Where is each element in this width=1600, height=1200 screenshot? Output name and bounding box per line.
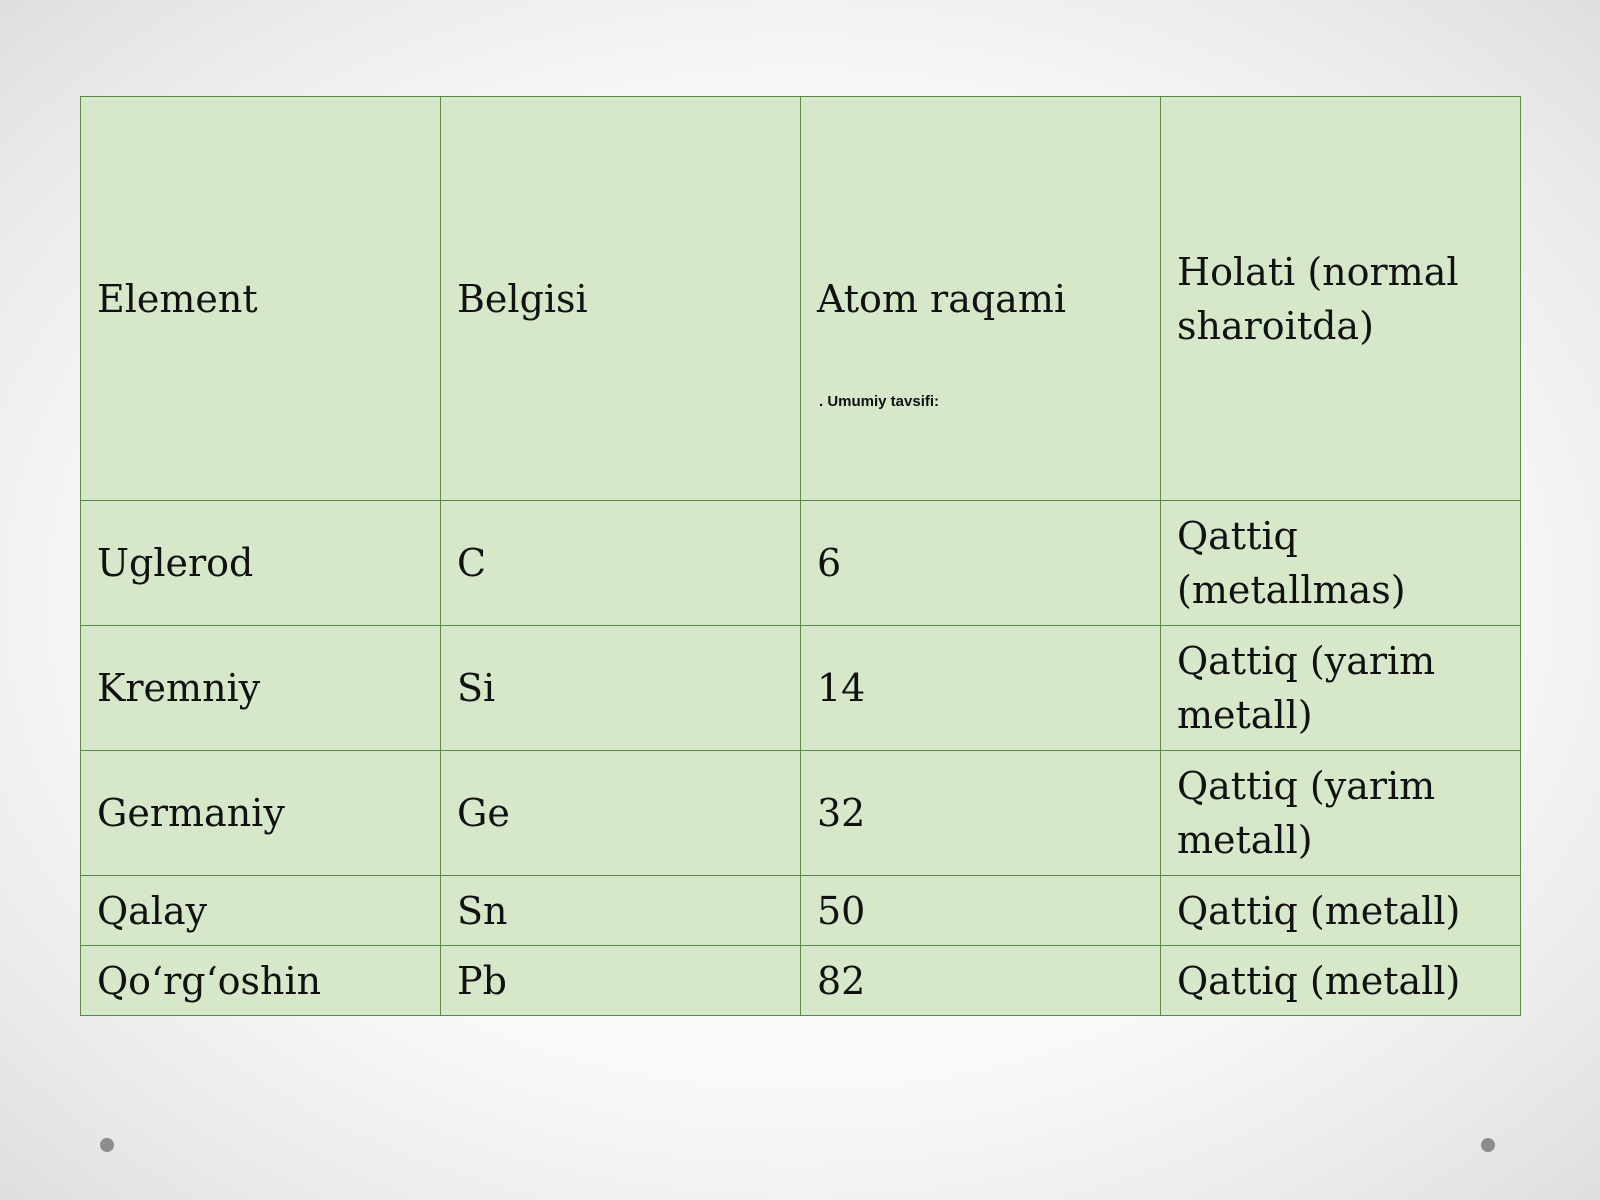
header-cell-state [1161,97,1521,501]
slide-dot-left [100,1138,114,1152]
header-state: Holati (normal sharoitda) [1177,249,1459,348]
cell-state: Qattiq (yarim metall) [1161,626,1521,751]
cell-state: Qattiq (metall) [1161,946,1521,1016]
cell-symbol: Pb [441,946,801,1016]
table-row [81,751,1521,876]
cell-atomic-number: 50 [801,876,1161,946]
cell-atomic-number: 6 [801,501,1161,626]
cell-element: Qo‘rg‘oshin [81,946,441,1016]
header-atomic-number: Atom raqami [817,276,1067,321]
cell-element: Uglerod [81,501,441,626]
cell-symbol: Ge [441,751,801,876]
header-cell-symbol [441,97,801,501]
header-symbol: Belgisi [457,276,588,321]
cell-symbol: Si [441,626,801,751]
cell-element: Qalay [81,876,441,946]
general-description-note: . Umumiy tavsifi: [819,393,940,410]
cell-atomic-number: 32 [801,751,1161,876]
cell-state: Qattiq (metall) [1161,876,1521,946]
header-element: Element [97,276,258,321]
cell-element: Kremniy [81,626,441,751]
table-row [81,946,1521,1016]
elements-table [80,96,1521,1016]
cell-state: Qattiq (metallmas) [1161,501,1521,626]
table-row [81,501,1521,626]
header-cell-element [81,97,441,501]
cell-element: Germaniy [81,751,441,876]
slide-dot-right [1481,1138,1495,1152]
header-cell-atomic-number [801,97,1161,501]
cell-atomic-number: 14 [801,626,1161,751]
cell-symbol: C [441,501,801,626]
cell-symbol: Sn [441,876,801,946]
cell-state: Qattiq (yarim metall) [1161,751,1521,876]
table-row [81,876,1521,946]
table-header-row [81,97,1521,501]
cell-atomic-number: 82 [801,946,1161,1016]
table-row [81,626,1521,751]
